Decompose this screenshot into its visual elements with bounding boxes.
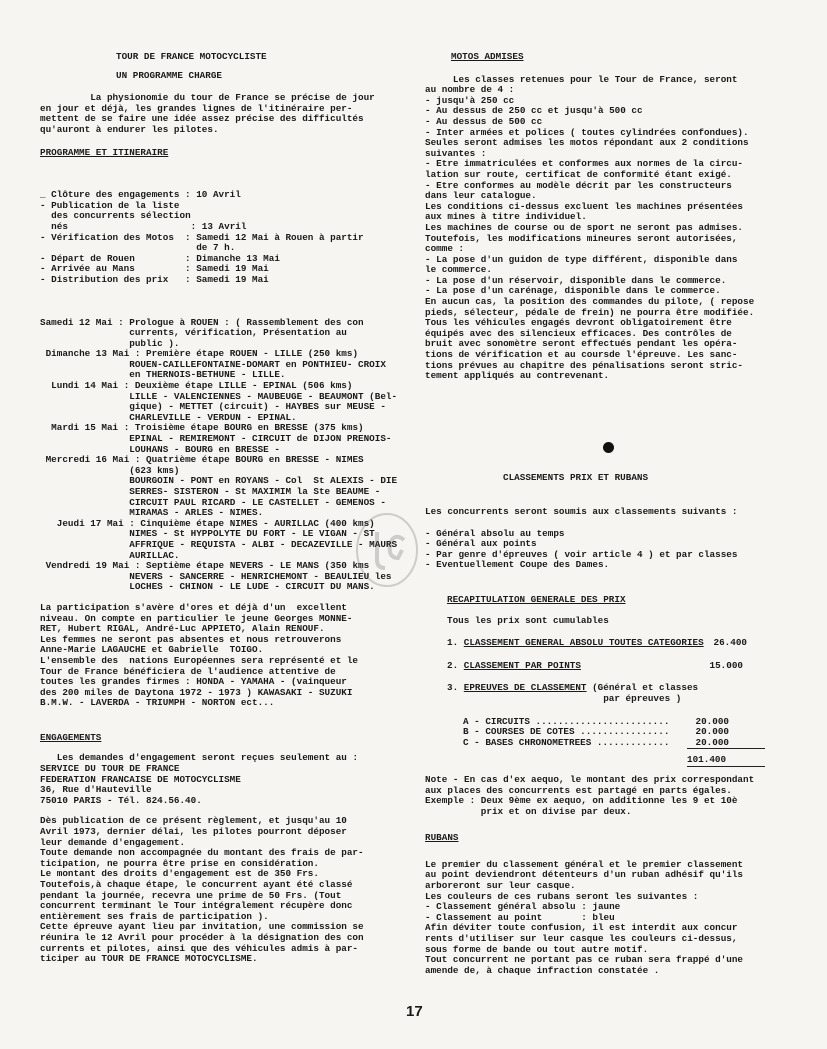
- prize-row-2: [447, 661, 743, 672]
- sub-prize-value: 20.000: [695, 715, 729, 727]
- sub-prize-label: B - COURSES DE COTES ................: [463, 726, 670, 738]
- prize-1-value: 26.400: [713, 637, 747, 649]
- engagements-heading: ENGAGEMENTS: [40, 731, 102, 743]
- rubans-heading: RUBANS: [425, 832, 459, 844]
- prize-1-number: 1.: [447, 637, 459, 649]
- sub-prize-label: A - CIRCUITS ........................: [463, 715, 670, 727]
- prize-2-value: 15.000: [709, 659, 743, 671]
- prize-1-label: CLASSEMENT GENERAL ABSOLU TOUTES CATEGORIES: [463, 637, 704, 649]
- classements-list: Les concurrents seront soumis aux classements suivants : - Général absolu au temps - Général aux points - Par genre d'épreuves ( voir article 4 ) et par classes - Eventuellement Coupe des Dames.: [425, 506, 738, 571]
- sub-prizes: [463, 717, 729, 749]
- prize-total: 101.400: [687, 754, 727, 766]
- recap-heading: RECAPITULATION GENERALE DES PRIX: [447, 593, 626, 605]
- intro-paragraph: La physionomie du tour de France se précise de jour en jour et déjà, les grandes lignes de l'itinéraire per- mettent de se faire une idée assez précise des difficultés qu'auront à endurer les pilotes.: [40, 92, 375, 135]
- sub-prize-value: 20.000: [695, 726, 729, 738]
- motos-paragraph: Les classes retenues pour le Tour de France, seront au nombre de 4 : - jusqu'à 250 cc - Au dessus de 250 cc et jusqu'à 500 cc - Au dessus de 500 cc - Inter armées et polices ( toutes cylindrées confondues). Seules seront admises les motos répondant aux 2 conditions suivantes : - Etre immatriculées et conformes aux normes de la circu- lation sur route, certificat de conformité étant exigé. - Etre conformes au modèle décrit par les constructeurs dans leur catalogue. Les conditions ci-dessus excluent les machines présentées aux mines à titre individuel. Les machines de course ou de sport ne seront pas admises. Toutefois, les modifications mineures seront autorisées, comme : - La pose d'un guidon de type différent, disponible dans le commerce. - La pose d'un réservoir, disponible dans le commerce. - La pose d'un carénage, disponible dans le commerce. En aucun cas, la position des commandes du pilote, ( repose pieds, sélecteur, pédale de frein) ne pourra être modifiée. Tous les véhicules engagés devront obligatoirement être équipés avec des silencieux efficaces. Des contrôles de bruit avec sonomètre seront effectués pendant les opéra- tions de vérification et au coursde l'épreuve. Les sanc- tions prévues au chapitre des pénalisations seront stric- tement appliqués au contrevenant.: [425, 73, 755, 382]
- sub-prize-value: 20.000: [695, 736, 729, 748]
- prize-3-label: EPREUVES DE CLASSEMENT: [463, 682, 587, 694]
- page-number: 17: [406, 1003, 423, 1020]
- prize-2-number: 2.: [447, 659, 459, 671]
- daily-stages: Samedi 12 Mai : Prologue à ROUEN : ( Rassemblement des con currents, vérification, Présentation au public ). Dimanche 13 Mai : Première étape ROUEN - LILLE (250 kms) ROUEN-CAILLEFONTAINE-DOMART en PONTHIEU- CROIX en THERNOIS-BETHUNE - LILLE. Lundi 14 Mai : Deuxième étape LILLE - EPINAL (506 kms) LILLE - VALENCIENNES - MAUBEUGE - BEAUMONT (Bel- gique) - METTET (circuit) - HAYBES sur MEUSE - CHARLEVILLE - VERDUN - EPINAL. Mardi 15 Mai : Troisième étape BOURG en BRESSE (375 kms) EPINAL - REMIREMONT - CIRCUIT de DIJON PRENOIS- LOUHANS - BOURG en BRESSE - Mercredi 16 Mai : Quatrième étape BOURG en BRESSE - NIMES (623 kms) BOURGOIN - PONT en ROYANS - Col St ALEXIS - DIE SERRES- SISTERON - St MAXIMIM la Ste BEAUME - CIRCUIT PAUL RICARD - LE CASTELLET - GEMENOS - MIRAMAS - ARLES - NIMES. Jeudi 17 Mai : Cinquième étape NIMES - AURILLAC (400 kms) NIMES - St HYPPOLYTE DU FORT - LE VIGAN - ST AFFRIQUE - REQUISTA - ALBI - DECAZEVILLE - MAURS AURILLAC. Vendredi 19 Mai : Septième étape NEVERS - LE MANS (350 kms NEVERS - SANCERRE - HENRICHEMONT - BEAULIEU les LOCHES - CHINON - LE LUDE - CIRCUIT DU MANS.: [40, 316, 398, 593]
- document-title: TOUR DE FRANCE MOTOCYCLISTE: [116, 51, 267, 62]
- prize-3-detail: (Général et classes par épreuves ): [592, 682, 699, 704]
- watermark-logo: [352, 510, 422, 590]
- engagements-address: Les demandes d'engagement seront reçues seulement au : SERVICE DU TOUR DE FRANCE FEDERATION FRANCAISE DE MOTOCYCLISME 36, Rue d'Hauteville 75010 PARIS - Tél. 824.56.40.: [40, 752, 359, 806]
- ex-aequo-note: Note - En cas d'ex aequo, le montant des prix correspondant aux places des concurrents est partagé en parts égales. Exemple : Deux 9ème ex aequo, on additionne les 9 et 10è prix et on divise par deux.: [425, 773, 755, 817]
- schedule-list: _ Clôture des engagements : 10 Avril - Publication de la liste des concurrents sélection nés : 13 Avril - Vérification des Motos : Samedi 12 Mai à Rouen à partir de 7 h. - Départ de Rouen : Dimanche 13 Mai - Arrivée au Mans : Samedi 19 Mai - Distribution des prix : Samedi 19 Mai: [40, 189, 364, 285]
- prize-3-number: 3.: [447, 682, 459, 694]
- sub-prize-label: C - BASES CHRONOMETREES .............: [463, 736, 670, 748]
- classements-heading: CLASSEMENTS PRIX ET RUBANS: [503, 471, 649, 483]
- rubans-paragraph: Le premier du classement général et le premier classement au point deviendront détenteurs d'un ruban adhésif qu'ils arboreront sur leur casque. Les couleurs de ces rubans seront les suivantes : - Classement général absolu : jaune - Classement au point : bleu Afin déviter toute confusion, il est interdit aux concur rents d'utiliser sur leur casque les couleurs ci-dessus, sous forme de bande ou tout autre motif. Tout concurrent ne portant pas ce ruban sera frappé d'une amende de, à chaque infraction constatée .: [425, 858, 744, 976]
- prize-row-1: [447, 638, 747, 649]
- document-subtitle: UN PROGRAMME CHARGE: [116, 69, 223, 81]
- prize-2-label: CLASSEMENT PAR POINTS: [463, 659, 581, 671]
- right-column: [425, 52, 785, 976]
- recap-subtitle: Tous les prix sont cumulables: [447, 614, 609, 626]
- participation-paragraph: La participation s'avère d'ores et déjà d'un excellent niveau. On compte en particulier le jeune Georges MONNE- RET, Hubert RIGAL, André-Luc APPIETO, Alain RENOUF. Les femmes ne seront pas absentes et nous retrouverons Anne-Marie LAGAUCHE et Gabrielle TOIGO. L'ensemble des nations Européennes sera représenté et le Tour de France bénéficiera de l'audience attentive de toutes les grandes firmes : HONDA - YAMAHA - (vainqueur des 200 miles de Daytona 1972 - 1973 ) KAWASAKI - SUZUKI B.M.W. - LAVERDA - TRIUMPH - NORTON ect...: [40, 601, 359, 709]
- prize-row-3: [447, 683, 785, 704]
- sub-prize-c: [463, 738, 729, 749]
- programme-heading: PROGRAMME ET ITINERAIRE: [40, 146, 169, 158]
- left-column: [40, 52, 402, 965]
- engagements-rules: Dès publication de ce présent règlement, et jusqu'au 10 Avril 1973, dernier délai, les pilotes pourront déposer leur demande d'engagement. Toute demande non accompagnée du montant des frais de par- ticipation, ne pourra être prise en considération. Le montant des droits d'engagement est de 350 Frs. Toutefois,à chaque étape, le concurrent ayant été classé pendant la journée, recevra une prime de 50 Frs. (Tout concurrent terminant le Tour intégralement récupère donc entièrement ses frais de participation ). Cette épreuve ayant lieu par invitation, une commission se réunira le 12 Avril pour procéder à la désignation des con currents et pilotes, ainsi que des véhicules admis à par- ticiper au TOUR DE FRANCE MOTOCYCLISME.: [40, 815, 364, 965]
- bullet-dot: [603, 442, 614, 453]
- motos-heading: MOTOS ADMISES: [451, 51, 524, 62]
